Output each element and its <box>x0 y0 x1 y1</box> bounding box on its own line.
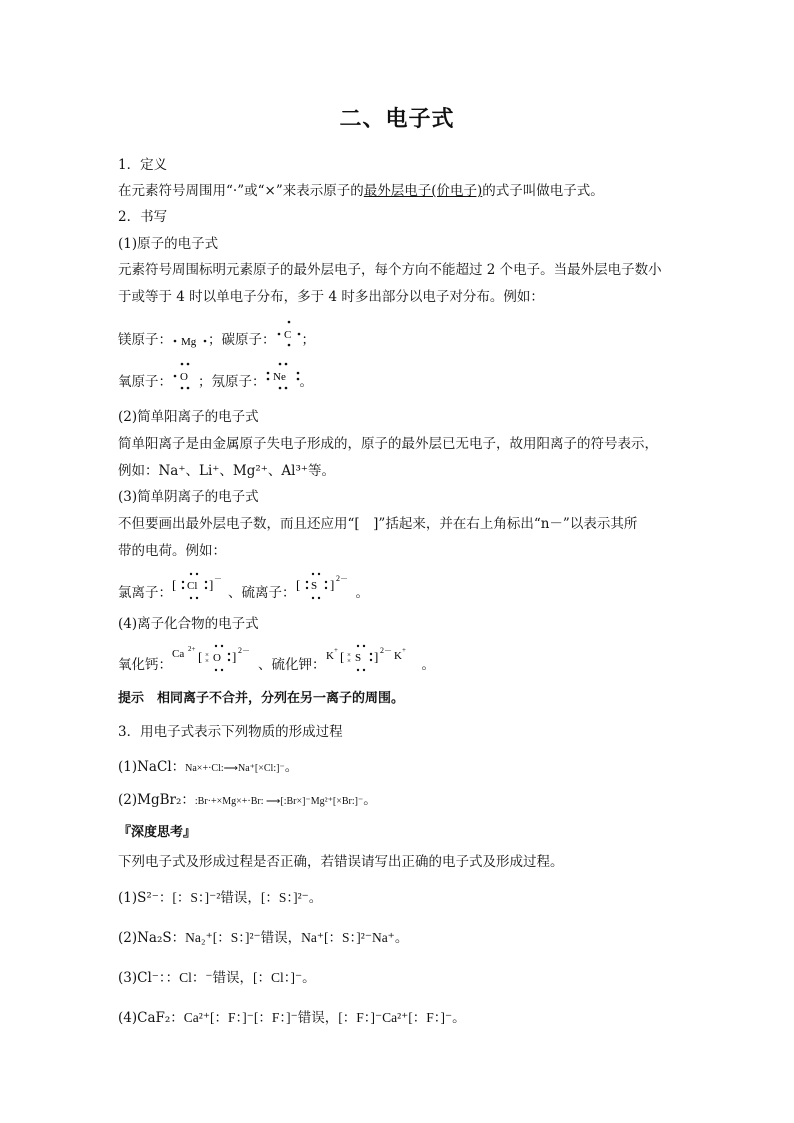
svg-text:2－: 2－ <box>379 645 392 655</box>
svg-text:2－: 2－ <box>335 573 348 583</box>
svg-text:2－: 2－ <box>238 645 250 655</box>
svg-text:C: C <box>283 328 291 341</box>
deep-thinking-heading: 『深度思考』 <box>118 825 197 840</box>
q1-correct-formula: [：S：]²⁻ <box>260 890 309 905</box>
svg-text:K: K <box>393 649 402 662</box>
subheading-ionic-compound: (4)离子化合物的电子式 <box>118 616 259 632</box>
q4-correct-formula: [：F：]⁻Ca²⁺[：F：]⁻ <box>338 1010 453 1025</box>
svg-text:Ne: Ne <box>272 370 286 383</box>
subheading-atom: (1)原子的电子式 <box>118 236 219 252</box>
cao-formula <box>172 644 258 674</box>
svg-text:]: ] <box>209 576 214 592</box>
svg-text:[: [ <box>295 576 300 592</box>
example-cl-s-ions: 氯离子： [ Cl ] － 、硫离子： [ S ] 2－ 。 <box>118 573 369 601</box>
paragraph-line: 例如：Na⁺、Li⁺、Mg²⁺、Al³⁺等。 <box>118 463 336 479</box>
o-electron-formula <box>172 370 198 392</box>
k2s-formula <box>325 645 422 674</box>
svg-text:]: ] <box>373 648 378 664</box>
nacl-formation: (1)NaCl：Na×+·Cl:⟶Na⁺[×Cl:]⁻。 <box>118 759 299 775</box>
example-cao-k2s: 氧化钙： Ca 2+ [ × × O ] 2－ 、硫化钾： K + [ × × S ] 2－ K + 。 <box>118 644 435 673</box>
mgbr2-equation: :Br·+×Mg×+·Br: ⟶[:Br×]⁻Mg²⁺[×Br:]⁻ <box>194 796 364 807</box>
section-2-heading: 2．书写 <box>118 209 168 225</box>
svg-text:]: ] <box>329 576 334 592</box>
question-3: (3)Cl⁻：：Cl：⁻错误，[：Cl：]⁻。 <box>118 970 316 986</box>
cl-ion-formula <box>172 573 228 602</box>
svg-text:×: × <box>205 656 209 665</box>
svg-text:2+: 2+ <box>188 644 196 653</box>
underlined-term: 最外层电子(价电子) <box>363 183 483 199</box>
mgbr2-formation: (2)MgBr₂：:Br·+×Mg×+·Br: ⟶[:Br×]⁻Mg²⁺[×Br:]⁻。 <box>118 792 377 808</box>
paragraph-line: 元素符号周围标明元素原子的最外层电子，每个方向不能超过 2 个电子。当最外层电子数小 <box>118 262 662 278</box>
svg-text:－: － <box>214 573 222 583</box>
mg-electron-formula <box>172 332 208 350</box>
svg-text:+: + <box>401 645 406 654</box>
subheading-anion: (3)简单阴离子的电子式 <box>118 489 259 505</box>
section-3-heading: 3．用电子式表示下列物质的形成过程 <box>118 724 343 740</box>
definition-line: 在元素符号周围用“·”或“×”来表示原子的最外层电子(价电子)的式子叫做电子式。 <box>118 183 604 199</box>
subheading-cation: (2)简单阳离子的电子式 <box>118 409 259 425</box>
svg-text:Mg: Mg <box>181 335 197 348</box>
c-electron-formula <box>276 328 302 350</box>
paragraph-line: 于或等于 4 时以单电子分布，多于 4 时多出部分以电子对分布。例如： <box>118 289 544 305</box>
q1-wrong-formula: [：S：]⁻² <box>172 890 221 905</box>
svg-text:O: O <box>213 651 221 664</box>
q2-correct-formula: Na⁺[：S：]²⁻Na⁺ <box>301 930 395 945</box>
svg-text:Cl: Cl <box>187 579 198 592</box>
example-mg-c: 镁原子： Mg ；碳原子： C ； <box>118 330 315 350</box>
paragraph-line: 带的电荷。例如： <box>118 543 226 559</box>
svg-text:Ca: Ca <box>172 647 185 660</box>
page-title: 二、电子式 <box>339 106 455 132</box>
deep-thinking-intro: 下列电子式及形成过程是否正确，若错误请写出正确的电子式及形成过程。 <box>118 854 564 870</box>
paragraph-line: 简单阳离子是由金属原子失电子形成的，原子的最外层已无电子，故用阳离子的符号表示， <box>118 436 658 452</box>
svg-text:×: × <box>346 650 351 659</box>
svg-text:S: S <box>354 651 361 664</box>
q3-wrong-formula: ：Cl：⁻ <box>165 970 213 985</box>
svg-text:[: [ <box>172 576 177 592</box>
svg-text:K: K <box>325 649 334 662</box>
svg-text:[: [ <box>198 648 203 664</box>
svg-text:]: ] <box>232 648 237 664</box>
nacl-equation: Na×+·Cl:⟶Na⁺[×Cl:]⁻ <box>185 763 285 774</box>
question-4: (4)CaF₂：Ca²⁺[：F：]⁻[：F：]⁻错误，[：F：]⁻Ca²⁺[：F：]⁻。 <box>118 1010 466 1026</box>
q4-wrong-formula: Ca²⁺[：F：]⁻[：F：]⁻ <box>183 1010 298 1025</box>
section-1-heading: 1．定义 <box>118 157 168 173</box>
paragraph-line: 不但要画出最外层电子数，而且还应用“[ ]”括起来，并在右上角标出“n－”以表示其所 <box>118 516 638 532</box>
ne-electron-formula <box>266 370 300 392</box>
svg-text:+: + <box>333 645 338 654</box>
svg-text:O: O <box>180 370 188 383</box>
q3-correct-formula: [：Cl：]⁻ <box>253 970 303 985</box>
q2-wrong-formula: Na₂⁺[：S：]²⁻ <box>185 930 261 945</box>
tip-note: 提示 相同离子不合并，分列在另一离子的周围。 <box>118 691 405 706</box>
question-1: (1)S²⁻：[：S：]⁻²错误，[：S：]²⁻。 <box>118 890 323 906</box>
example-o-ne: 氧原子： O ；氖原子： Ne 。 <box>118 372 313 392</box>
s-ion-formula <box>295 573 356 602</box>
svg-text:[: [ <box>339 648 344 664</box>
svg-text:S: S <box>310 579 317 592</box>
svg-text:×: × <box>205 650 209 659</box>
question-2: (2)Na₂S：Na₂⁺[：S：]²⁻错误，Na⁺[：S：]²⁻Na⁺。 <box>118 930 409 946</box>
svg-text:×: × <box>346 656 351 665</box>
